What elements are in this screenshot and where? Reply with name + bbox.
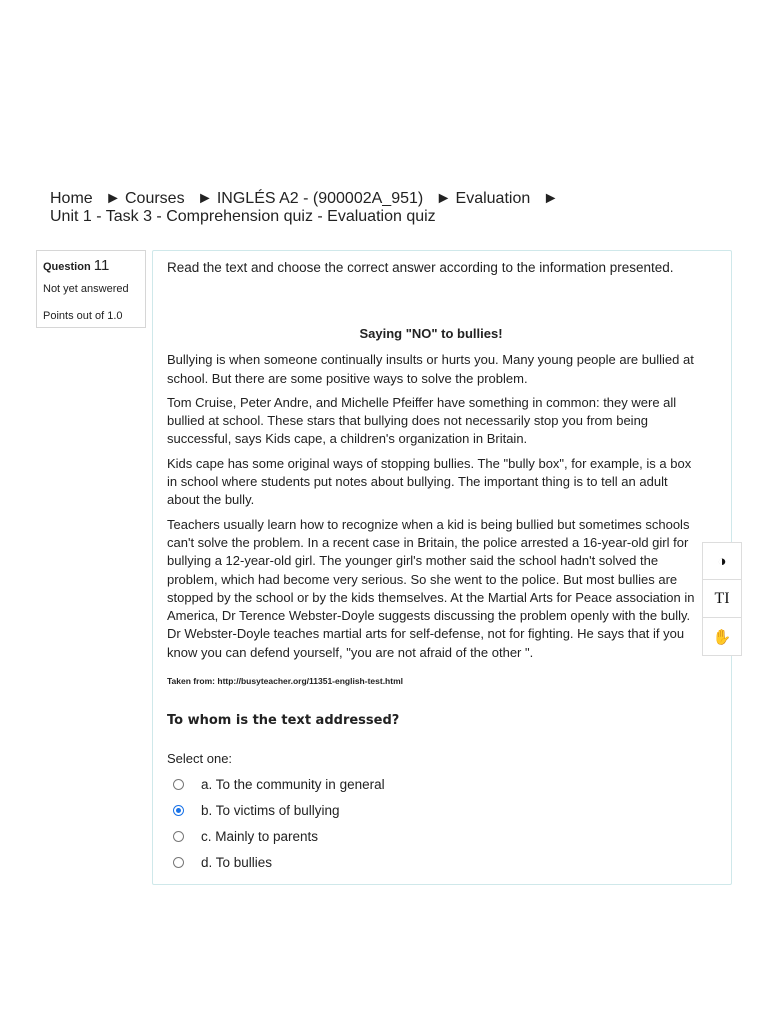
sign-language-icon: ✋ [712,628,732,646]
reading-passage [167,325,695,696]
breadcrumb-course[interactable]: INGLÉS A2 - (900002A_951) [216,190,424,207]
contrast-button[interactable] [702,542,742,580]
answer-label[interactable]: c. Mainly to parents [201,828,319,844]
contrast-icon: ◑ [717,552,727,570]
answer-label[interactable]: b. To victims of bullying [201,802,340,818]
breadcrumb-separator: ► [435,190,452,207]
accessibility-toolbar [702,542,742,656]
answer-option-d[interactable] [173,849,385,875]
radio-button[interactable] [173,857,184,868]
question-info [36,250,146,328]
radio-button[interactable] [173,779,184,790]
sign-language-button[interactable] [702,618,742,656]
question-number [43,257,139,274]
question-label: Question [43,261,91,273]
passage-title: Saying "NO" to bullies! [359,326,503,341]
question-state: Not yet answered [43,283,129,295]
breadcrumb-home[interactable]: Home [50,190,93,207]
answer-option-a[interactable] [173,771,385,797]
answer-option-b[interactable] [173,797,385,823]
breadcrumb-separator: ► [197,190,213,207]
radio-button[interactable] [173,831,184,842]
text-size-button[interactable] [702,580,742,618]
radio-button-checked[interactable] [173,805,184,816]
breadcrumb-separator: ► [542,190,559,207]
question-text: To whom is the text addressed? [167,713,400,728]
select-one-label: Select one: [167,751,233,766]
answer-label[interactable]: d. To bullies [201,854,273,870]
passage-paragraph: Teachers usually learn how to recognize when a kid is being bullied but sometimes schools can't solve the problem. In a recent case in Britain, the police arrested a 16-year-old girl for bullying a 12-year-old girl. The younger girl's mother said the school hadn't solved the problem, which had become very serious. So she went to the police. But most bullies are stopped by the school or by the kids themselves. At the Martial Arts for Peace association in America, Dr Terence Webster-Doyle suggests discussing the problem openly with the bully. Dr Webster-Doyle teaches martial arts for self-defense, not for fighting. He says that if you know you can defend yourself, "you are not afraid of the other ". [167,516,695,660]
breadcrumb-courses[interactable]: Courses [124,190,185,207]
question-grade: Points out of 1.0 [43,310,123,322]
passage-paragraph: Bullying is when someone continually insults or hurts you. Many young people are bullied at school. But there are some positive ways to solve the problem. [167,352,694,386]
answer-label[interactable]: a. To the community in general [201,776,385,792]
question-content [152,250,732,885]
answer-options [173,771,385,875]
question-number-value: 11 [93,257,110,274]
breadcrumb-separator: ► [105,190,121,207]
passage-paragraph: Kids cape has some original ways of stopping bullies. The "bully box", for example, is a box in school where students put notes about bullying. The important thing is to tell an adult about the bully. [167,455,692,508]
text-size-icon: TI [714,589,730,607]
question-prompt: Read the text and choose the correct answer according to the information presented. [167,260,674,275]
answer-option-c[interactable] [173,823,385,849]
breadcrumb-current[interactable]: Unit 1 - Task 3 - Comprehension quiz - Evaluation quiz [50,208,436,225]
breadcrumb [50,190,690,226]
breadcrumb-evaluation[interactable]: Evaluation [455,190,531,207]
passage-paragraph: Tom Cruise, Peter Andre, and Michelle Pfeiffer have something in common: they were all bullied at school. These stars that bullying does not necessarily stop you from being successful, says Kids cape, a children's organization in Britain. [167,394,677,447]
passage-source: Taken from: http://busyteacher.org/11351-english-test.html [167,676,404,687]
